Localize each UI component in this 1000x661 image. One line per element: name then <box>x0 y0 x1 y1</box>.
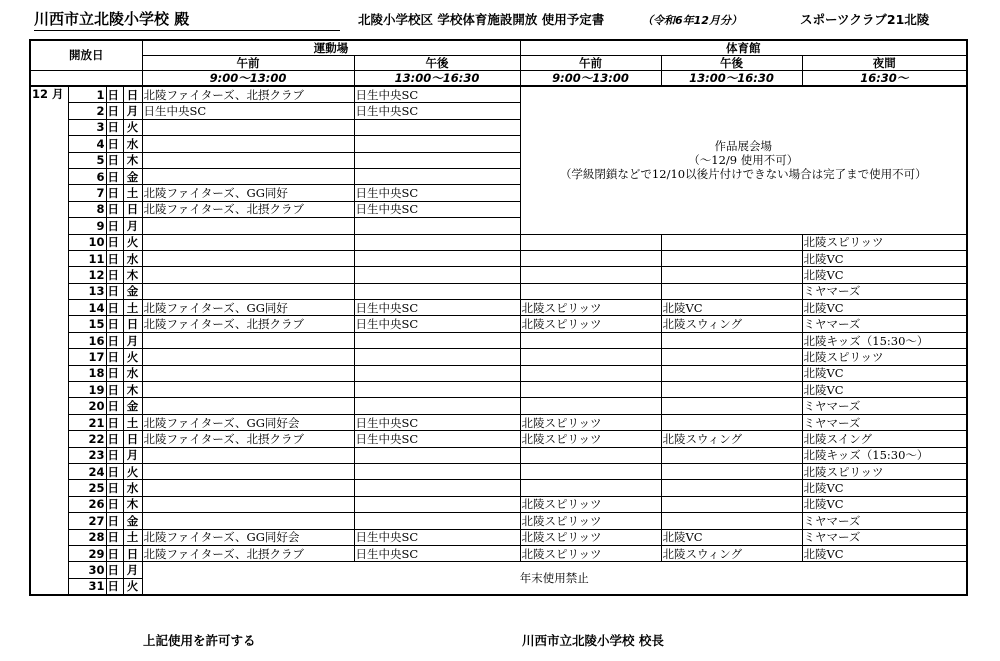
day-number: 2 <box>68 103 106 119</box>
weekday: 水 <box>123 480 142 496</box>
day-number: 4 <box>68 136 106 152</box>
day-number: 25 <box>68 480 106 496</box>
day-unit: 日 <box>106 316 123 332</box>
day-unit: 日 <box>106 218 123 234</box>
ground-pm-cell: 日生中央SC <box>354 86 520 103</box>
day-unit: 日 <box>106 529 123 545</box>
ground-am-cell: 北陵ファイターズ、北摂クラブ <box>142 545 354 561</box>
day-number: 7 <box>68 185 106 201</box>
ground-am-cell <box>142 447 354 463</box>
day-unit: 日 <box>106 447 123 463</box>
gym-night-cell: ミヤマーズ <box>802 283 967 299</box>
document-month: （令和6年12月分） <box>642 14 742 27</box>
gym-am-cell <box>520 283 661 299</box>
ground-pm-cell <box>354 218 520 234</box>
ground-pm-cell <box>354 382 520 398</box>
day-unit: 日 <box>106 136 123 152</box>
ground-pm-cell: 日生中央SC <box>354 545 520 561</box>
weekday: 木 <box>123 382 142 398</box>
ground-pm-cell <box>354 267 520 283</box>
day-unit: 日 <box>106 283 123 299</box>
day-number: 20 <box>68 398 106 414</box>
day-number: 26 <box>68 496 106 512</box>
day-number: 19 <box>68 382 106 398</box>
ground-pm-cell <box>354 250 520 266</box>
weekday: 土 <box>123 185 142 201</box>
table-row <box>30 365 967 381</box>
gym-pm-cell <box>661 382 802 398</box>
weekday: 土 <box>123 414 142 430</box>
weekday: 水 <box>123 136 142 152</box>
ground-am-cell <box>142 480 354 496</box>
permit-text: 上記使用を許可する <box>143 633 256 648</box>
day-number: 31 <box>68 578 106 595</box>
day-unit: 日 <box>106 300 123 316</box>
document-title: 北陵小学校区 学校体育施設開放 使用予定書 <box>358 12 605 27</box>
gym-night-cell: 北陵VC <box>802 545 967 561</box>
ground-am-cell <box>142 168 354 184</box>
ground-am-cell: 北陵ファイターズ、GG同好会 <box>142 414 354 430</box>
table-row <box>30 513 967 529</box>
day-number: 21 <box>68 414 106 430</box>
ground-am-cell: 北陵ファイターズ、北摂クラブ <box>142 201 354 217</box>
weekday: 月 <box>123 218 142 234</box>
ground-pm-cell: 日生中央SC <box>354 103 520 119</box>
gym-am-cell <box>520 234 661 250</box>
gym-pm-cell <box>661 447 802 463</box>
gym-night-cell: 北陵スイング <box>802 431 967 447</box>
table-row <box>30 283 967 299</box>
weekday: 木 <box>123 496 142 512</box>
exhibition-note-line3: （学級閉鎖などで12/10以後片付けできない場合は完了まで使用不可） <box>559 167 927 182</box>
ground-pm-cell <box>354 447 520 463</box>
day-unit: 日 <box>106 398 123 414</box>
table-row <box>30 562 967 578</box>
ground-pm-cell <box>354 365 520 381</box>
day-unit: 日 <box>106 431 123 447</box>
ground-pm-cell: 日生中央SC <box>354 201 520 217</box>
gym-pm-cell <box>661 365 802 381</box>
gym-night-header: 夜間 <box>802 56 967 71</box>
weekday: 金 <box>123 513 142 529</box>
ground-am-cell <box>142 283 354 299</box>
gym-pm-cell <box>661 463 802 479</box>
weekday: 水 <box>123 250 142 266</box>
day-unit: 日 <box>106 562 123 578</box>
table-row <box>30 349 967 365</box>
gym-pm-cell: 北陵スウィング <box>661 545 802 561</box>
gym-am-cell: 北陵スピリッツ <box>520 513 661 529</box>
ground-pm-cell: 日生中央SC <box>354 431 520 447</box>
day-number: 23 <box>68 447 106 463</box>
day-number: 12 <box>68 267 106 283</box>
day-number: 11 <box>68 250 106 266</box>
ground-pm-cell <box>354 496 520 512</box>
day-number: 5 <box>68 152 106 168</box>
gym-night-cell: 北陵キッズ（15:30～） <box>802 332 967 348</box>
open-day-header: 開放日 <box>30 40 142 71</box>
day-unit: 日 <box>106 365 123 381</box>
day-unit: 日 <box>106 119 123 135</box>
table-row <box>30 234 967 250</box>
day-number: 27 <box>68 513 106 529</box>
ground-pm-cell: 日生中央SC <box>354 316 520 332</box>
gym-pm-cell <box>661 513 802 529</box>
gym-pm-cell: 北陵スウィング <box>661 431 802 447</box>
gym-am-cell <box>520 480 661 496</box>
ground-am-cell <box>142 250 354 266</box>
ground-am-cell: 北陵ファイターズ、GG同好会 <box>142 529 354 545</box>
day-number: 17 <box>68 349 106 365</box>
day-unit: 日 <box>106 201 123 217</box>
table-row <box>30 300 967 316</box>
table-row <box>30 447 967 463</box>
principal-signature: 川西市立北陵小学校 校長 <box>522 633 664 648</box>
weekday: 土 <box>123 529 142 545</box>
ground-pm-cell <box>354 349 520 365</box>
ground-pm-cell: 日生中央SC <box>354 529 520 545</box>
weekday: 木 <box>123 267 142 283</box>
weekday: 月 <box>123 562 142 578</box>
ground-pm-cell <box>354 168 520 184</box>
gym-am-cell: 北陵スピリッツ <box>520 316 661 332</box>
gym-am-cell <box>520 365 661 381</box>
table-row <box>30 496 967 512</box>
weekday: 日 <box>123 86 142 103</box>
ground-am-cell <box>142 234 354 250</box>
weekday: 火 <box>123 463 142 479</box>
gym-night-time: 16:30～ <box>802 71 967 87</box>
gym-night-cell: 北陵VC <box>802 267 967 283</box>
gym-night-cell: 北陵VC <box>802 365 967 381</box>
ground-am-cell <box>142 365 354 381</box>
gym-night-cell: 北陵VC <box>802 480 967 496</box>
ground-pm-cell <box>354 332 520 348</box>
ground-am-cell: 北陵ファイターズ、北摂クラブ <box>142 431 354 447</box>
gym-pm-cell: 北陵VC <box>661 529 802 545</box>
day-unit: 日 <box>106 480 123 496</box>
weekday: 火 <box>123 119 142 135</box>
day-number: 9 <box>68 218 106 234</box>
gym-night-cell: ミヤマーズ <box>802 414 967 430</box>
day-unit: 日 <box>106 545 123 561</box>
gym-am-cell <box>520 267 661 283</box>
gym-pm-cell <box>661 349 802 365</box>
gym-pm-header: 午後 <box>661 56 802 71</box>
day-number: 6 <box>68 168 106 184</box>
ground-am-cell <box>142 152 354 168</box>
ground-am-header: 午前 <box>142 56 354 71</box>
gym-pm-time: 13:00～16:30 <box>661 71 802 87</box>
ground-pm-cell <box>354 398 520 414</box>
weekday: 日 <box>123 431 142 447</box>
gym-night-cell: 北陵VC <box>802 496 967 512</box>
weekday: 水 <box>123 365 142 381</box>
weekday: 月 <box>123 447 142 463</box>
day-unit: 日 <box>106 103 123 119</box>
ground-pm-cell: 日生中央SC <box>354 300 520 316</box>
weekday: 日 <box>123 545 142 561</box>
schedule-table <box>29 39 968 596</box>
day-unit: 日 <box>106 349 123 365</box>
ground-am-cell <box>142 398 354 414</box>
gym-night-cell: 北陵VC <box>802 382 967 398</box>
day-unit: 日 <box>106 496 123 512</box>
day-number: 1 <box>68 86 106 103</box>
day-number: 22 <box>68 431 106 447</box>
ground-am-time: 9:00～13:00 <box>142 71 354 87</box>
gym-am-cell <box>520 250 661 266</box>
table-row <box>30 545 967 561</box>
gym-am-cell <box>520 447 661 463</box>
gym-am-cell: 北陵スピリッツ <box>520 431 661 447</box>
weekday: 土 <box>123 300 142 316</box>
weekday: 火 <box>123 578 142 595</box>
gym-am-cell: 北陵スピリッツ <box>520 414 661 430</box>
ground-am-cell: 北陵ファイターズ、GG同好 <box>142 300 354 316</box>
day-number: 28 <box>68 529 106 545</box>
day-number: 14 <box>68 300 106 316</box>
ground-pm-cell: 日生中央SC <box>354 185 520 201</box>
ground-pm-time: 13:00～16:30 <box>354 71 520 87</box>
day-unit: 日 <box>106 513 123 529</box>
gym-night-cell: ミヤマーズ <box>802 513 967 529</box>
gym-night-cell: 北陵VC <box>802 300 967 316</box>
ground-pm-cell <box>354 283 520 299</box>
gym-pm-cell <box>661 496 802 512</box>
table-row <box>30 529 967 545</box>
ground-am-cell <box>142 119 354 135</box>
day-number: 16 <box>68 332 106 348</box>
gym-am-cell: 北陵スピリッツ <box>520 496 661 512</box>
gym-night-cell: 北陵スピリッツ <box>802 349 967 365</box>
ground-am-cell: 北陵ファイターズ、北摂クラブ <box>142 86 354 103</box>
table-row <box>30 463 967 479</box>
weekday: 金 <box>123 283 142 299</box>
ground-am-cell <box>142 463 354 479</box>
gym-header: 体育館 <box>520 40 967 56</box>
gym-pm-cell <box>661 332 802 348</box>
ground-am-cell <box>142 513 354 529</box>
ground-am-cell: 北陵ファイターズ、GG同好 <box>142 185 354 201</box>
gym-am-time: 9:00～13:00 <box>520 71 661 87</box>
ground-pm-cell <box>354 234 520 250</box>
weekday: 月 <box>123 103 142 119</box>
table-row <box>30 267 967 283</box>
day-number: 18 <box>68 365 106 381</box>
ground-pm-cell <box>354 463 520 479</box>
gym-am-header: 午前 <box>520 56 661 71</box>
weekday: 日 <box>123 316 142 332</box>
weekday: 金 <box>123 398 142 414</box>
gym-am-cell <box>520 382 661 398</box>
weekday: 木 <box>123 152 142 168</box>
table-row <box>30 431 967 447</box>
day-unit: 日 <box>106 234 123 250</box>
ground-header: 運動場 <box>142 40 520 56</box>
gym-pm-cell <box>661 283 802 299</box>
table-row <box>30 316 967 332</box>
day-number: 24 <box>68 463 106 479</box>
exhibition-note-line1: 作品展会場 <box>714 139 773 154</box>
ground-am-cell: 北陵ファイターズ、北摂クラブ <box>142 316 354 332</box>
gym-am-cell <box>520 349 661 365</box>
ground-pm-cell <box>354 513 520 529</box>
gym-pm-cell: 北陵VC <box>661 300 802 316</box>
exhibition-note-line2: （～12/9 使用不可） <box>688 153 799 168</box>
ground-pm-cell: 日生中央SC <box>354 414 520 430</box>
year-end-note: 年末使用禁止 <box>142 562 967 595</box>
day-number: 13 <box>68 283 106 299</box>
gym-night-cell: 北陵キッズ（15:30～） <box>802 447 967 463</box>
ground-am-cell <box>142 136 354 152</box>
day-number: 30 <box>68 562 106 578</box>
table-row <box>30 398 967 414</box>
day-unit: 日 <box>106 86 123 103</box>
day-unit: 日 <box>106 185 123 201</box>
table-row <box>30 250 967 266</box>
gym-night-cell: 北陵VC <box>802 250 967 266</box>
day-unit: 日 <box>106 382 123 398</box>
ground-pm-cell <box>354 136 520 152</box>
weekday: 火 <box>123 349 142 365</box>
ground-am-cell <box>142 382 354 398</box>
table-row <box>30 414 967 430</box>
day-unit: 日 <box>106 578 123 595</box>
gym-pm-cell <box>661 414 802 430</box>
weekday: 火 <box>123 234 142 250</box>
ground-pm-cell <box>354 152 520 168</box>
gym-pm-cell: 北陵スウィング <box>661 316 802 332</box>
table-row <box>30 382 967 398</box>
ground-pm-header: 午後 <box>354 56 520 71</box>
gym-pm-cell <box>661 250 802 266</box>
table-row <box>30 332 967 348</box>
ground-am-cell <box>142 218 354 234</box>
gym-am-cell <box>520 332 661 348</box>
ground-pm-cell <box>354 119 520 135</box>
ground-am-cell <box>142 496 354 512</box>
day-unit: 日 <box>106 152 123 168</box>
day-unit: 日 <box>106 332 123 348</box>
month-label: 12 月 <box>30 86 68 595</box>
day-unit: 日 <box>106 463 123 479</box>
day-unit: 日 <box>106 267 123 283</box>
gym-pm-cell <box>661 480 802 496</box>
ground-am-cell: 日生中央SC <box>142 103 354 119</box>
table-row <box>30 86 967 103</box>
weekday: 日 <box>123 201 142 217</box>
gym-night-cell: ミヤマーズ <box>802 316 967 332</box>
time-blank <box>30 71 142 87</box>
gym-am-cell: 北陵スピリッツ <box>520 545 661 561</box>
day-number: 3 <box>68 119 106 135</box>
weekday: 金 <box>123 168 142 184</box>
gym-pm-cell <box>661 267 802 283</box>
table-row <box>30 480 967 496</box>
day-number: 8 <box>68 201 106 217</box>
ground-am-cell <box>142 332 354 348</box>
gym-night-cell: 北陵スピリッツ <box>802 463 967 479</box>
day-number: 15 <box>68 316 106 332</box>
day-number: 29 <box>68 545 106 561</box>
gym-am-cell <box>520 398 661 414</box>
ground-am-cell <box>142 267 354 283</box>
gym-night-cell: 北陵スピリッツ <box>802 234 967 250</box>
ground-am-cell <box>142 349 354 365</box>
gym-night-cell: ミヤマーズ <box>802 398 967 414</box>
gym-am-cell: 北陵スピリッツ <box>520 300 661 316</box>
gym-night-cell: ミヤマーズ <box>802 529 967 545</box>
weekday: 月 <box>123 332 142 348</box>
day-number: 10 <box>68 234 106 250</box>
gym-am-cell <box>520 463 661 479</box>
exhibition-note <box>520 86 967 234</box>
day-unit: 日 <box>106 250 123 266</box>
gym-pm-cell <box>661 398 802 414</box>
gym-pm-cell <box>661 234 802 250</box>
day-unit: 日 <box>106 168 123 184</box>
club-name: スポーツクラブ21北陵 <box>800 12 930 27</box>
ground-pm-cell <box>354 480 520 496</box>
gym-am-cell: 北陵スピリッツ <box>520 529 661 545</box>
day-unit: 日 <box>106 414 123 430</box>
addressee: 川西市立北陵小学校 殿 <box>34 8 340 31</box>
